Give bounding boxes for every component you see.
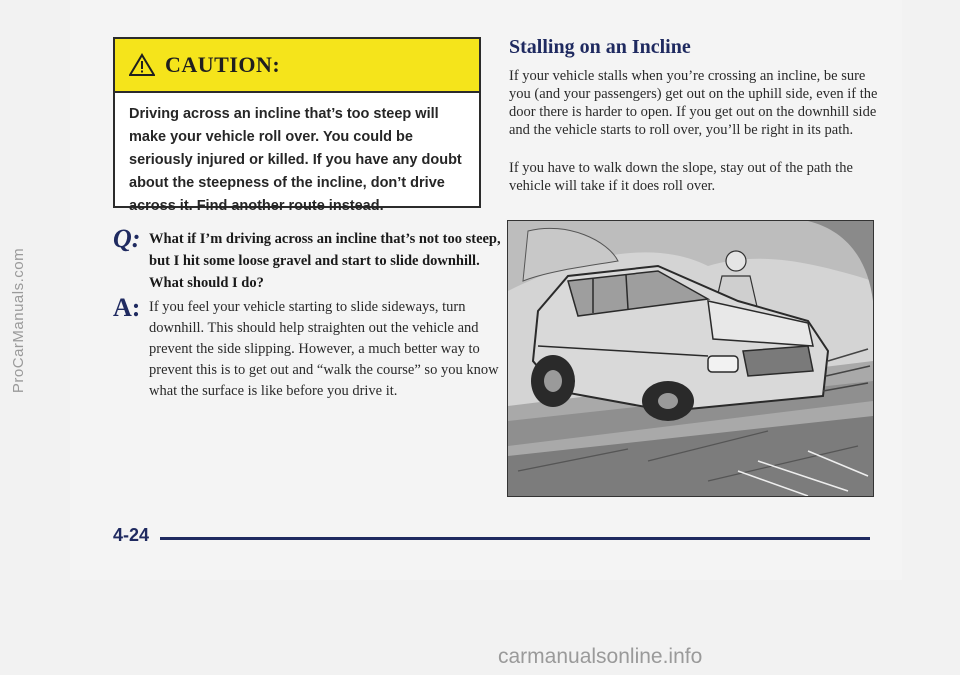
side-watermark-text: ProCarManuals.com <box>10 247 28 393</box>
warning-triangle-icon <box>129 53 155 77</box>
question-letter: Q: <box>113 224 141 253</box>
page-number: 4-24 <box>113 525 150 545</box>
section-title: Stalling on an Incline <box>509 36 691 58</box>
caution-line: across it. Find another route instead. <box>129 198 384 214</box>
side-watermark <box>4 100 34 540</box>
answer-letter: A: <box>113 293 141 322</box>
caution-header <box>115 39 479 93</box>
footer-rule <box>160 537 870 540</box>
caution-box <box>113 37 481 214</box>
question-text: What if I’m driving across an incline that’s not too steep, but I hit some loose gravel and start to slide downhill. What should I do? <box>149 231 501 291</box>
question-block <box>113 224 503 294</box>
section-paragraph: If your vehicle stalls when you’re crossing an incline, be sure you (and your passengers) get out on the uphill side, even if the door there is harder to open. If you get out on the downhill side and the vehicle starts to roll over, you’ll be right in its path. <box>509 68 878 138</box>
caution-line: Driving across an incline that’s too steep will <box>129 106 439 122</box>
caution-line: about the steepness of the incline, don’t drive <box>129 175 445 191</box>
answer-block <box>113 293 503 402</box>
answer-text: If you feel your vehicle starting to slide sideways, turn downhill. This should help straighten out the vehicle and prevent the side slipping. However, a much better way to prevent this is to get out and “walk the course” so you know what the surface is like before you drive it. <box>149 299 499 399</box>
caution-text <box>115 93 479 218</box>
bottom-watermark: carmanualsonline.info <box>498 645 703 668</box>
vehicle-on-incline-illustration <box>507 220 874 497</box>
caution-line: seriously injured or killed. If you have any doubt <box>129 152 462 168</box>
section-paragraph: If you have to walk down the slope, stay out of the path the vehicle will take if it does roll over. <box>509 160 853 194</box>
caution-title: CAUTION: <box>165 52 281 77</box>
caution-line: make your vehicle roll over. You could be <box>129 129 413 145</box>
